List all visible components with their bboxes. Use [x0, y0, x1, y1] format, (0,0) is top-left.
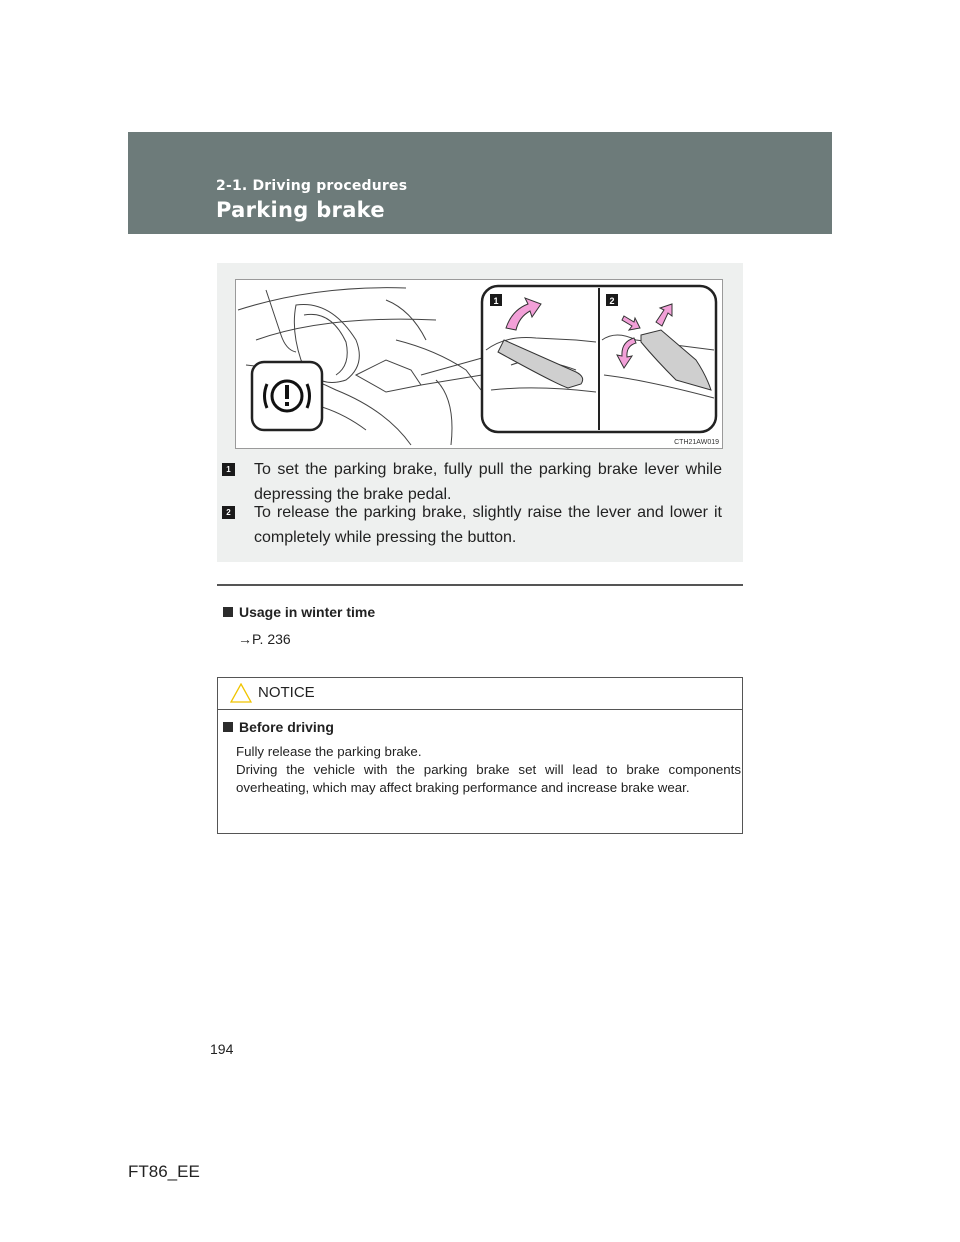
marker-2-label: 2: [609, 296, 615, 306]
brake-warning-icon-bang: [285, 385, 289, 399]
parking-brake-illustration: [235, 279, 723, 449]
usage-heading-text: Usage in winter time: [239, 604, 376, 620]
page-number: 194: [210, 1041, 234, 1057]
notice-line-2: Driving the vehicle with the parking brake set will lead to brake components overheating, which may affect braking performance and increase brake wear.: [236, 762, 741, 795]
notice-title: NOTICE: [258, 684, 315, 701]
step-1-text: To set the parking brake, fully pull the parking brake lever while depressing the brake pedal.: [254, 461, 722, 503]
marker-1-label: 1: [493, 296, 499, 306]
usage-heading: [223, 604, 375, 620]
header-band: [128, 132, 832, 234]
step-2-text: To release the parking brake, slightly raise the lever and lower it completely while pressing the button.: [254, 504, 722, 546]
notice-body: [236, 743, 741, 797]
seat-line: [436, 380, 452, 445]
callout-line: [421, 375, 482, 385]
dashboard-line: [256, 319, 436, 340]
notice-subheading-text: Before driving: [239, 719, 334, 735]
section-divider: [217, 584, 743, 586]
center-console-line: [386, 300, 426, 340]
notice-subheading: [223, 719, 334, 735]
square-bullet-icon: [223, 607, 233, 617]
step-2-marker: 2: [222, 506, 235, 519]
footer-code: FT86_EE: [128, 1162, 200, 1181]
page-reference-link[interactable]: →P. 236: [238, 631, 291, 647]
brake-warning-icon-dot: [285, 402, 289, 406]
section-label: 2-1. Driving procedures: [216, 178, 408, 194]
square-bullet-icon: [223, 722, 233, 732]
notice-box: [217, 677, 743, 834]
pillar-line: [266, 290, 296, 352]
warning-triangle-icon: [230, 683, 252, 703]
callout-line: [421, 358, 482, 375]
dashboard-line: [238, 288, 406, 310]
step-1-marker: 1: [222, 463, 235, 476]
notice-header: [218, 678, 742, 710]
figure-code: CTH21AW019: [674, 439, 719, 446]
page-title: Parking brake: [216, 198, 385, 222]
lever-sketch: [356, 360, 421, 392]
illustration-drawing: [236, 280, 722, 448]
notice-line-1: Fully release the parking brake.: [236, 744, 422, 759]
info-box: [217, 263, 743, 562]
